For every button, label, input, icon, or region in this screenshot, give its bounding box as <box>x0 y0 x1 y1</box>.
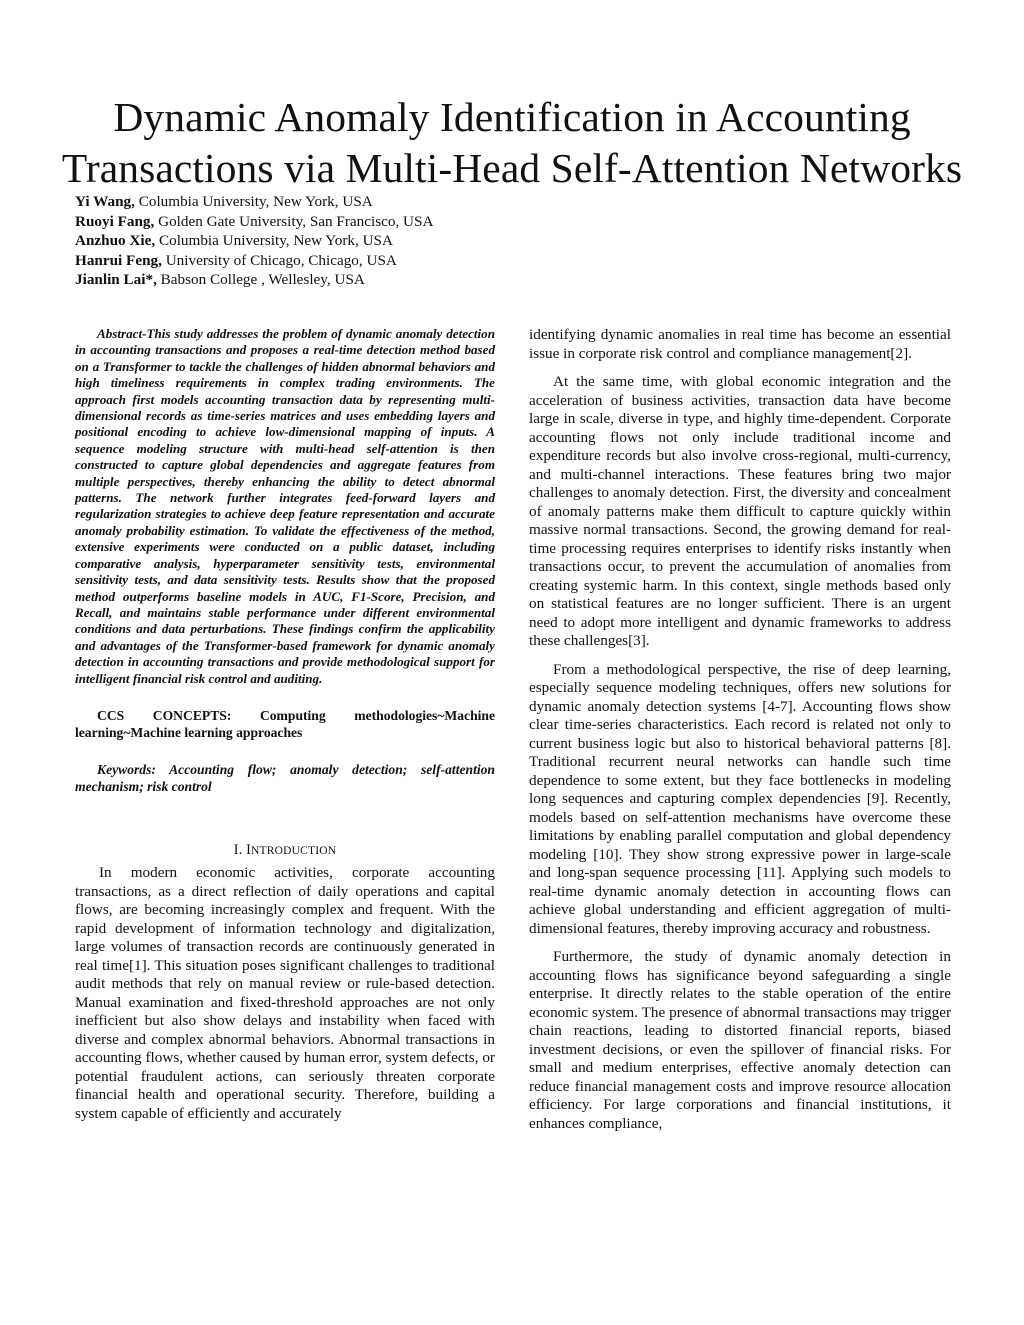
ccs-concepts: CCS CONCEPTS: Computing methodologies~Machine learning~Machine learning approaches <box>75 707 495 740</box>
paragraph-continuation: identifying dynamic anomalies in real time has become an essential issue in corporate risk control and compliance management[2]. <box>529 326 951 362</box>
author-name: Jianlin Lai*, <box>75 271 157 288</box>
author-entry <box>75 212 675 232</box>
keywords: Keywords: Accounting flow; anomaly detection; self-attention mechanism; risk control <box>75 761 495 794</box>
author-entry <box>75 251 675 271</box>
author-entry <box>75 231 675 251</box>
author-affiliation: Babson College , Wellesley, USA <box>160 271 365 288</box>
intro-paragraph-2: At the same time, with global economic integration and the acceleration of business activities, transaction data have become large in scale, diverse in type, and highly time-dependent. Corporate accounting flows not only include traditional income and expenditure records but also involve cross-regional, multi-currency, and multi-channel interactions. These features bring two major challenges to anomaly detection. First, the diversity and concealment of anomaly patterns make them difficult to capture quickly within massive normal transactions. Second, the growing demand for real-time processing requires enterprises to identify risks instantly when transactions occur, to prevent the accumulation of anomalies from creating systemic harm. In this context, single methods based only on statistical features are no longer sufficient. There is an urgent need to adopt more intelligent and dynamic frameworks to address these challenges[3]. <box>529 373 951 649</box>
author-affiliation: University of Chicago, Chicago, USA <box>165 251 397 269</box>
left-column <box>75 326 495 1123</box>
author-name: Anzhuo Xie, <box>75 232 156 249</box>
title-line-1: Dynamic Anomaly Identification in Accounting <box>113 94 911 140</box>
author-entry <box>75 270 675 290</box>
author-affiliation: Golden Gate University, San Francisco, USA <box>158 212 434 230</box>
section-number: I. I <box>233 841 252 858</box>
author-name: Yi Wang, <box>75 193 135 210</box>
author-affiliation: Columbia University, New York, USA <box>138 193 373 210</box>
author-affiliation: Columbia University, New York, USA <box>158 232 393 249</box>
author-name: Hanrui Feng, <box>75 251 162 269</box>
paper-title <box>40 92 984 194</box>
section-name: NTRODUCTION <box>251 844 337 857</box>
author-name: Ruoyi Fang, <box>75 212 155 230</box>
author-list <box>75 192 675 290</box>
author-entry <box>75 192 675 212</box>
title-line-2: Transactions via Multi-Head Self-Attention Networks <box>61 145 963 191</box>
intro-paragraph-4: Furthermore, the study of dynamic anomaly detection in accounting flows has significance beyond safeguarding a single enterprise. It directly relates to the stable operation of the entire economic system. The presence of abnormal transactions may trigger chain reactions, leading to distorted financial reports, biased investment decisions, or even the spillover of financial risks. For small and medium enterprises, effective anomaly detection can reduce financial management costs and improve resource allocation efficiency. For large corporations and financial institutions, it enhances compliance, <box>529 948 951 1132</box>
section-heading-introduction <box>75 841 495 861</box>
right-column <box>529 326 951 1143</box>
abstract: Abstract-This study addresses the problem of dynamic anomaly detection in accounting transactions and proposes a real-time detection method based on a Transformer to tackle the challenges of hidden abnormal behaviors and high timeliness requirements in complex trading environments. The approach first models accounting transaction data by representing multi-dimensional records as time-series matrices and uses embedding layers and positional encoding to achieve low-dimensional mapping of inputs. A sequence modeling structure with multi-head self-attention is then constructed to capture global dependencies and aggregate features from multiple perspectives, thereby enhancing the ability to detect abnormal patterns. The network further integrates feed-forward layers and regularization strategies to achieve deep feature representation and accurate anomaly probability estimation. To validate the effectiveness of the method, extensive experiments were conducted on a public dataset, including comparative analysis, hyperparameter sensitivity tests, environmental sensitivity tests, and data sensitivity tests. Results show that the proposed method outperforms baseline models in AUC, F1-Score, Precision, and Recall, and maintains stable performance under different environmental conditions and data perturbations. These findings confirm the applicability and advantages of the Transformer-based framework for dynamic anomaly detection in accounting transactions and provide methodological support for intelligent financial risk control and auditing. <box>75 326 495 686</box>
intro-paragraph-3: From a methodological perspective, the rise of deep learning, especially sequence modeling techniques, offers new solutions for dynamic anomaly detection systems [4-7]. Accounting flows show clear time-series characteristics. Each record is related not only to current business logic but also to historical behavioral patterns [8]. Traditional recurrent neural networks can handle such time dependence to some extent, but they face bottlenecks in modeling long sequences and capturing complex dependencies [9]. Recently, models based on self-attention mechanisms have overcome these limitations by enabling parallel computation and global dependency modeling [10]. They show strong expressive power in large-scale and long-span sequence processing [11]. Applying such models to real-time dynamic anomaly detection in accounting flows can achieve global understanding and efficient aggregation of multi-dimensional features, thereby improving accuracy and robustness. <box>529 660 951 937</box>
intro-paragraph-1: In modern economic activities, corporate accounting transactions, as a direct reflection of daily operations and capital flows, are becoming increasingly complex and frequent. With the rapid development of information technology and digitalization, large volumes of transaction records are continuously generated in real time[1]. This situation poses significant challenges to traditional audit methods that rely on manual review or rule-based detection. Manual examination and fixed-threshold approaches are not only inefficient but also show delays and instability when faced with diverse and complex abnormal behaviors. Abnormal transactions in accounting flows, whether caused by human error, system defects, or potential fraudulent actions, can seriously threaten corporate financial health and operational security. Therefore, building a system capable of efficiently and accurately <box>75 864 495 1122</box>
